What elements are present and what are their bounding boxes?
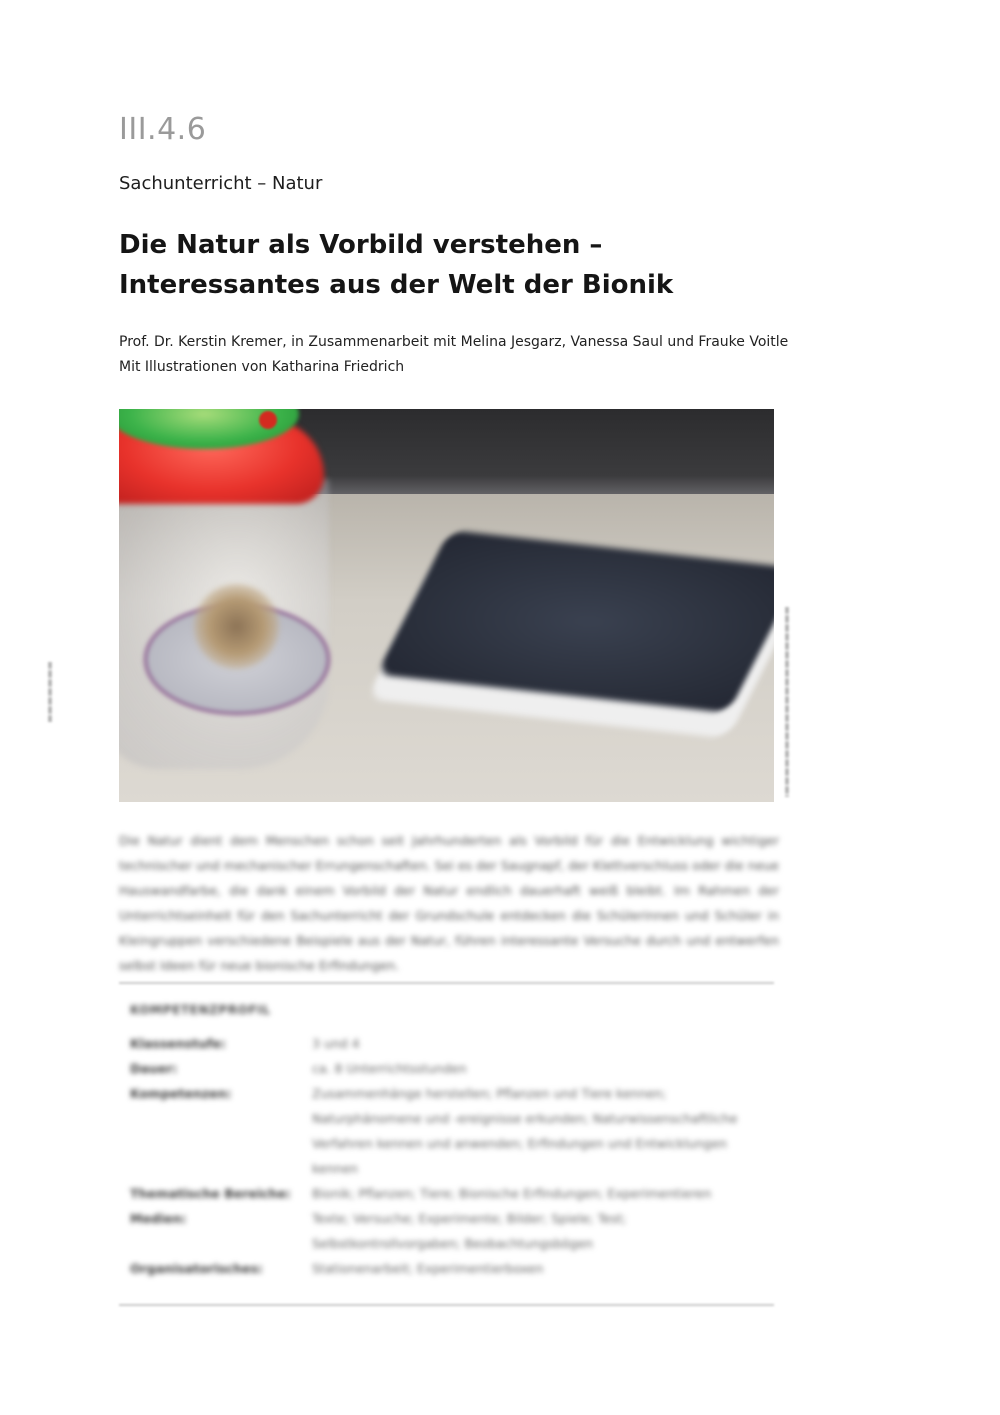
section-code: III.4.6: [119, 112, 207, 147]
profile-heading: KOMPETENZPROFIL: [130, 1003, 271, 1017]
profile-value: 3 und 4: [312, 1036, 360, 1051]
profile-label: Organisatorisches:: [130, 1261, 263, 1276]
photo-credit-vertical: [781, 607, 793, 797]
intro-paragraph-blurred: Die Natur dient dem Menschen schon seit Jahrhunderten als Vorbild für die Entwicklung wichtiger technischer und mechanischer Errungenschaften. Sei es der Saugnapf, der Klettverschluss oder die neue Hauswandfarbe, die dank einem Vorbild der Natur endlich dauerhaft weiß bleibt. Im Rahmen der Unterrichtseinheit für den Sachunterricht der Grundschule entdecken die Schülerinnen und Schüler in Kleingruppen verschiedene Beispiele aus der Natur, führen interessante Versuche durch und entwerfen selbst Ideen für neue bionische Erfindungen.: [119, 833, 779, 973]
profile-row: [130, 1031, 775, 1056]
subject-line: Sachunterricht – Natur: [119, 173, 323, 194]
profile-value: Stationenarbeit; Experimentierboxen: [312, 1261, 544, 1276]
profile-row: [130, 1081, 775, 1181]
document-title: [119, 225, 819, 305]
title-line-2: Interessantes aus der Welt der Bionik: [119, 270, 674, 300]
author-line-2: Mit Illustrationen von Katharina Friedrich: [119, 359, 405, 375]
profile-value: Zusammenhänge herstellen; Pflanzen und Tiere kennen; Naturphänomene und -ereignisse erkunden; Naturwissenschaftliche Verfahren kennen und anwenden; Erfindungen und Entwicklungen kennen: [312, 1086, 738, 1176]
profile-label: Thematische Bereiche:: [130, 1186, 291, 1201]
profile-label: Klassenstufe:: [130, 1036, 226, 1051]
side-copyright-text-blurred: [48, 662, 52, 722]
divider-top: [119, 982, 774, 984]
competence-profile-blurred: [130, 1003, 775, 1281]
side-copyright-vertical: [44, 662, 56, 722]
burdock-burr: [194, 584, 279, 669]
profile-value: Bionik; Pflanzen; Tiere; Bionische Erfindungen; Experimentieren: [312, 1186, 712, 1201]
profile-label: Medien:: [130, 1211, 187, 1226]
photo-credit-text-blurred: [785, 607, 789, 797]
divider-bottom: [119, 1304, 774, 1306]
profile-label: Dauer:: [130, 1061, 178, 1076]
profile-row: [130, 1206, 775, 1256]
profile-row: [130, 1256, 775, 1281]
title-line-1: Die Natur als Vorbild verstehen –: [119, 230, 603, 260]
profile-row: [130, 1056, 775, 1081]
author-block: [119, 330, 819, 380]
profile-value: ca. 8 Unterrichtsstunden: [312, 1061, 467, 1076]
cover-photo: [119, 409, 774, 802]
profile-value: Texte; Versuche; Experimente; Bilder; Spiele; Test; Selbstkontrollvorgaben; Beobachtungsbögen: [312, 1211, 627, 1251]
profile-row: [130, 1181, 775, 1206]
author-line-1: Prof. Dr. Kerstin Kremer, in Zusammenarbeit mit Melina Jesgarz, Vanessa Saul und Frauke Voitle: [119, 334, 789, 350]
lid-knob: [259, 411, 277, 429]
profile-label: Kompetenzen:: [130, 1086, 232, 1101]
